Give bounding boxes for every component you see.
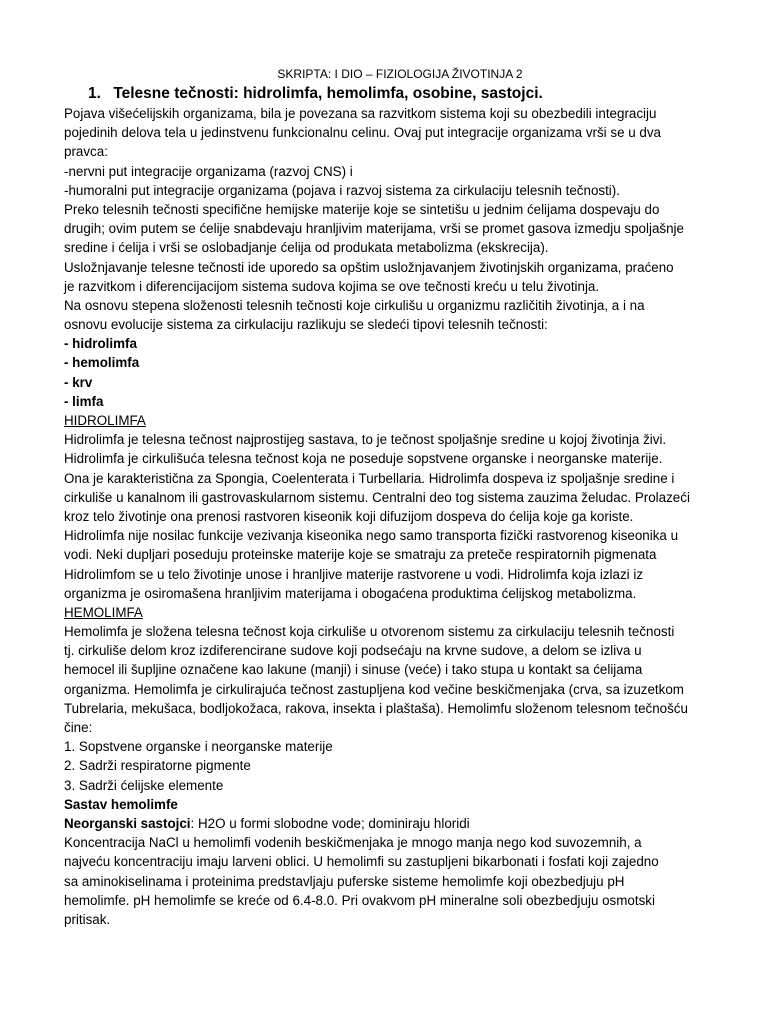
text-line: hemocel ili šupljine označene kao lakune (manji) i sinuse (veće) i tako stupa u kontakt sa ćelijama [64,662,643,678]
text-line: vodi. Neki dupljari poseduju proteinske materije koje se smatraju za preteče respiratornih pigmenata [64,547,657,563]
document-header: SKRIPTA: I DIO – FIZIOLOGIJA ŽIVOTINJA 2 [277,67,523,81]
text-line: -nervni put integracije organizama (razvoj CNS) i [64,163,353,179]
text-line: čine: [64,720,93,735]
text-line: hemolimfe. pH hemolimfe se kreće od 6.4-8.0. Pri ovakvom pH mineralne soli obezbedjuju osmotski [64,892,655,908]
text-line: organizma je osiromašena hranljivim materijama i obogaćena produktima ćelijskog metabolizma. [64,585,637,601]
text-line: cirkuliše u kanalnom ili gastrovaskularnom sistemu. Centralni deo tog sistema zauzima želudac. Prolazeći [64,489,690,505]
text-line: - hemolimfa [64,355,140,371]
text-line: kroz telo životinje ona prenosi rastvoren kiseonik koji difuzijom dospeva do ćelija koje ga koriste. [64,508,634,524]
section-title: Telesne tečnosti: hidrolimfa, hemolimfa, osobine, sastojci. [113,85,543,102]
text-line: Preko telesnih tečnosti specifične hemijske materije koje se sintetišu u jednim ćelijama dospevaju do [64,201,660,217]
text-line: - limfa [64,393,104,409]
text-line: 2. Sadrži respiratorne pigmente [64,758,251,774]
text-line: osnovu evolucije sistema za cirkulaciju razlikuju se sledeći tipovi telesnih tečnosti: [64,317,548,333]
text-line: Ona je karakteristična za Spongia, Coelenterata i Turbellaria. Hidrolimfa dospeva iz spoljašnje sredine i [64,470,675,486]
section-number: 1. [88,85,101,102]
text-line: 1. Sopstvene organske i neorganske materije [64,739,333,755]
text-line: 3. Sadrži ćelijske elemente [64,777,224,793]
text-line: Hidrolimfa je cirkulišuća telesna tečnost koja ne poseduje sopstvene organske i neorganske materije. [64,451,663,467]
text-line: HEMOLIMFA [64,604,143,620]
text-line: je razvitkom i diferencijacijom sistema sudova kojima se ove tečnosti kreću u telu životinja. [64,278,600,294]
bold-label: Neorganski sastojci [64,815,191,831]
text-line: pritisak. [64,911,111,927]
line-text: krv [72,374,93,390]
section-heading [88,84,728,104]
text-line: Hidrolimfom se u telo životinje unose i hranljive materije rastvorene u vodi. Hidrolimfa koja izlazi iz [64,566,644,582]
text-line: Usložnjavanje telesne tečnosti ide uporedo sa opštim usložnjavanjem životinjskih organizama, praćeno [64,259,674,275]
text-line: pojedinih delova tela u jedinstvenu funkcionalnu celinu. Ovaj put integracije organizama vrši se u dva [64,125,661,141]
text-line: pravca: [64,144,108,160]
line-text: : H2O u formi slobodne vode; dominiraju hloridi [190,815,470,831]
text-line: drugih; ovim putem se ćelije snabdevaju hranljivim materijama, vrši se promet gasova izmedju spoljašnje [64,221,684,237]
text-line: Sastav hemolimfe [64,796,178,812]
text-line: Na osnovu stepena složenosti telesnih tečnosti koje cirkulišu u organizmu različitih životinja, a i na [64,297,645,313]
text-line: Hemolimfa je složena telesna tečnost koja cirkuliše u otvorenom sistemu za cirkulaciju telesnih tečnosti [64,624,675,640]
text-line: organizma. Hemolimfa je cirkulirajuća tečnost zastupljena kod večine beskičmenjaka (crva, sa izuzetkom [64,681,684,697]
text-line: -humoralni put integracije organizama (pojava i razvoj sistema za cirkulaciju telesnih tečnosti). [64,182,620,198]
text-line: HIDROLIMFA [64,413,146,428]
text-line: sredine i ćelija i vrši se oslobadjanje ćelija od produkata metabolizma (ekskrecija). [64,240,549,256]
text-line: tj. cirkuliše delom kroz izdiferencirane sudove koji podsećaju na krvne sudove, a delom se izliva u [64,643,642,659]
text-line: Hidrolimfa nije nosilac funkcije vezivanja kiseonika nego samo transporta fizički rastvorenog kiseonika u [64,528,679,544]
text-line [64,373,728,392]
text-line: Tubrelaria, mekušaca, bodljokožaca, rakova, insekta i plaštaša). Hemolimfu složenom telesnom tečnošću [64,700,688,716]
text-line: Pojava višećelijskih organizama, bila je povezana sa razvitkom sistema koji su obezbedili integraciju [64,106,657,121]
document-body [64,104,728,929]
text-line: - hidrolimfa [64,336,137,352]
text-line: Koncentracija NaCl u hemolimfi vodenih beskičmenjaka je mnogo manja nego kod suvozemnih, a [64,835,642,851]
text-line [64,814,728,833]
text-line: Hidrolimfa je telesna tečnost najprostijeg sastava, to je tečnost spoljašnje sredine u kojoj životinja živi. [64,432,667,448]
line-prefix: - [64,374,73,390]
text-line: najveću koncentraciju imaju larveni oblici. U hemolimfi su zastupljeni bikarbonati i fosfati koji zajedno [64,854,659,870]
text-line: sa aminokiselinama i proteinima predstavljaju puferske sisteme hemolimfe koji obezbedjuju pH [64,873,625,889]
